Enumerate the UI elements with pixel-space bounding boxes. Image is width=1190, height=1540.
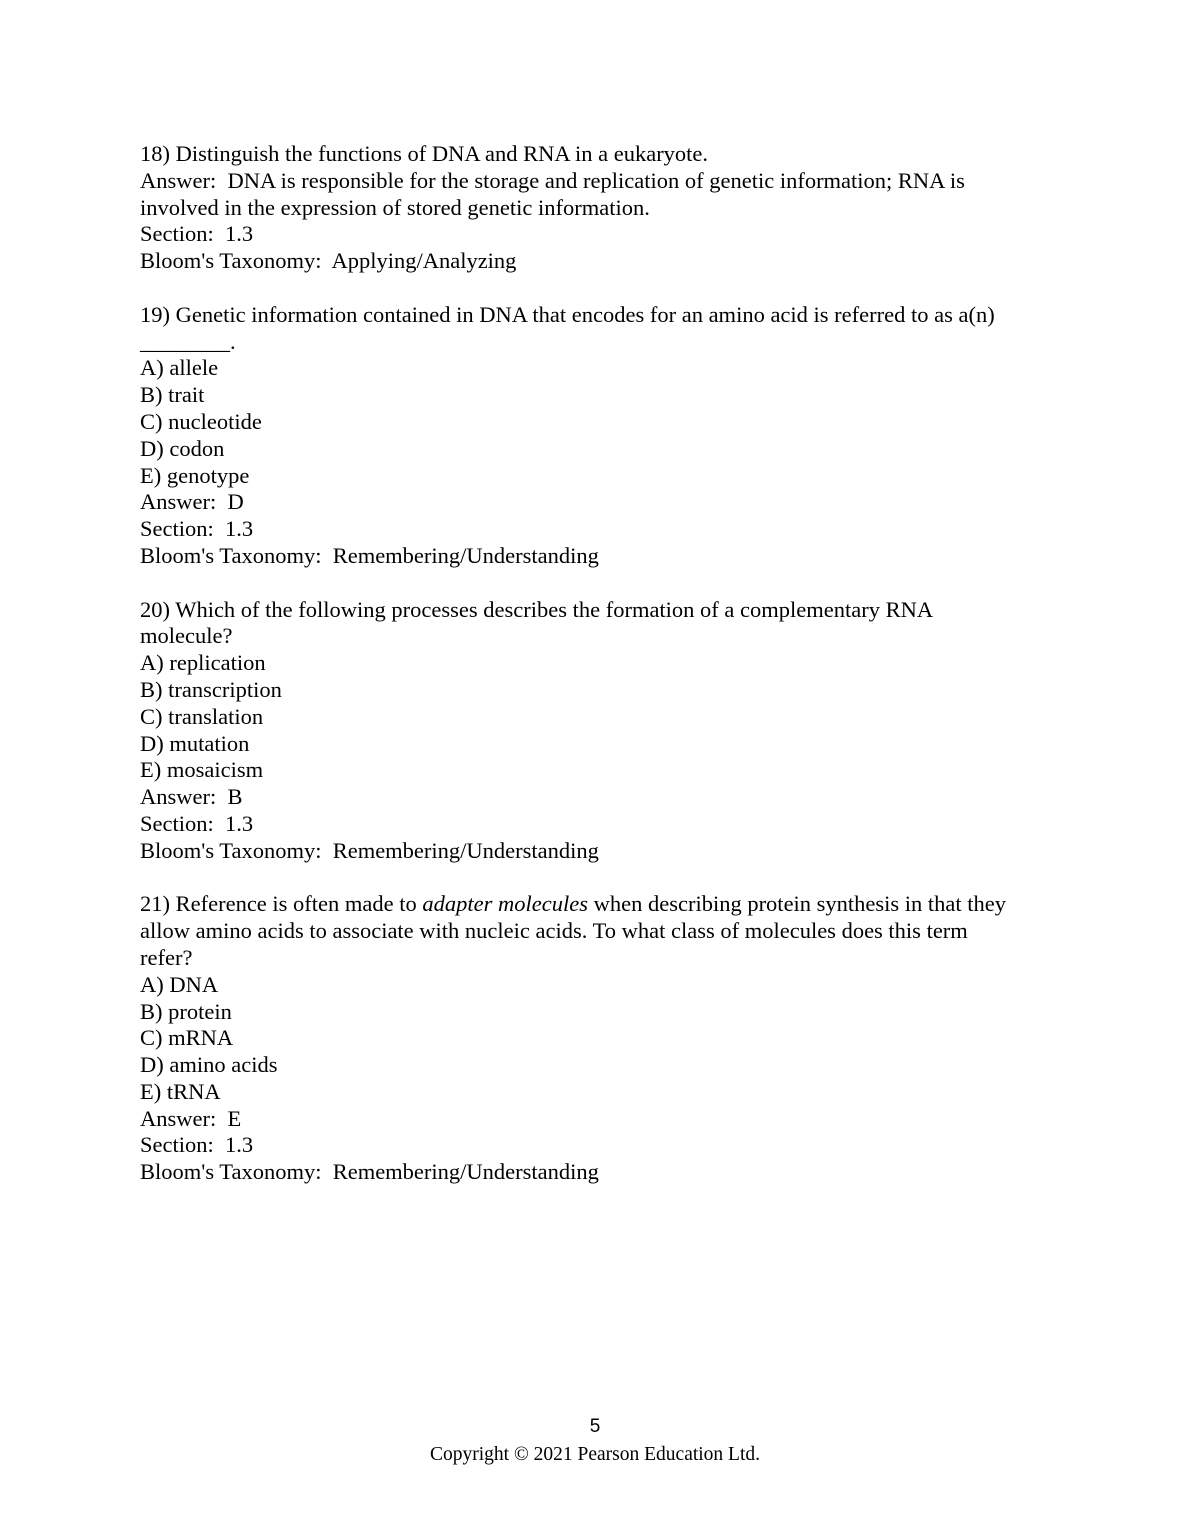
stem-text: 21) Reference is often made to (140, 891, 423, 917)
answer-text: Answer: DNA is responsible for the storage and replication of genetic information; RNA is (140, 167, 965, 193)
copyright: Copyright © 2021 Pearson Education Ltd. (429, 1444, 761, 1465)
option-e: E) tRNA (140, 1078, 221, 1104)
option-e: E) mosaicism (140, 757, 264, 783)
question-stem (140, 891, 1060, 918)
option-b: B) trait (140, 382, 205, 408)
page-number: 5 (589, 1416, 601, 1437)
answer: Answer: B (140, 784, 243, 810)
bloom-taxonomy: Bloom's Taxonomy: Applying/Analyzing (140, 248, 517, 274)
question-stem: 20) Which of the following processes describes the formation of a complementary RNA (140, 596, 934, 622)
option-a: A) DNA (140, 971, 219, 997)
question-20 (140, 597, 1060, 865)
option-c: C) translation (140, 703, 264, 729)
option-d: D) mutation (140, 730, 250, 756)
question-21 (140, 891, 1060, 1186)
section: Section: 1.3 (140, 221, 254, 247)
bloom-taxonomy: Bloom's Taxonomy: Remembering/Understanding (140, 1159, 599, 1185)
question-stem: 18) Distinguish the functions of DNA and RNA in a eukaryote. (140, 141, 709, 166)
option-d: D) codon (140, 435, 225, 461)
stem-text: when describing protein synthesis in that they (587, 891, 1007, 917)
answer: Answer: E (140, 1105, 242, 1131)
option-e: E) genotype (140, 462, 250, 488)
option-b: B) protein (140, 998, 232, 1024)
document-body (140, 141, 1060, 1213)
answer-text: involved in the expression of stored genetic information. (140, 194, 650, 220)
option-a: A) replication (140, 650, 266, 676)
option-c: C) nucleotide (140, 408, 262, 434)
question-stem: ________. (140, 328, 236, 354)
bloom-taxonomy: Bloom's Taxonomy: Remembering/Understanding (140, 837, 599, 863)
question-18 (140, 141, 1060, 275)
question-stem: 19) Genetic information contained in DNA that encodes for an amino acid is referred to as a(n) (140, 301, 995, 327)
section: Section: 1.3 (140, 516, 254, 542)
question-stem: molecule? (140, 623, 233, 649)
question-19 (140, 302, 1060, 570)
option-a: A) allele (140, 355, 219, 381)
stem-italic-term: adapter molecules (422, 891, 588, 917)
section: Section: 1.3 (140, 810, 254, 836)
bloom-taxonomy: Bloom's Taxonomy: Remembering/Understanding (140, 542, 599, 568)
option-d: D) amino acids (140, 1052, 278, 1078)
option-b: B) transcription (140, 676, 282, 702)
question-stem: refer? (140, 944, 193, 970)
option-c: C) mRNA (140, 1025, 234, 1051)
question-stem: allow amino acids to associate with nucleic acids. To what class of molecules does this term (140, 918, 968, 944)
section: Section: 1.3 (140, 1132, 254, 1158)
answer: Answer: D (140, 489, 244, 515)
